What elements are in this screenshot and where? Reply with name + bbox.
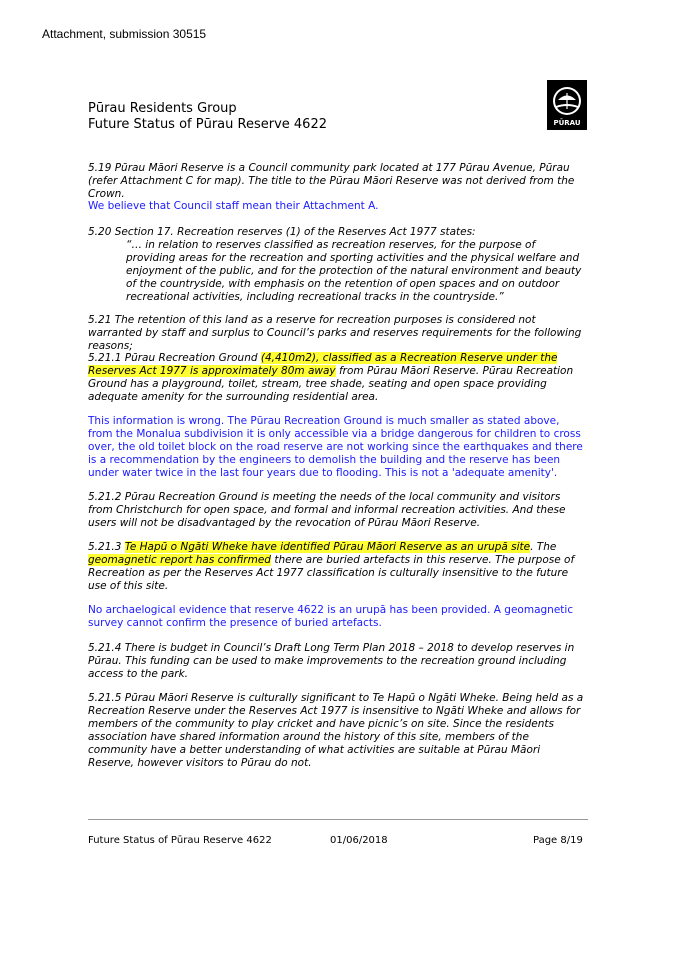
- footer-divider: [88, 819, 588, 820]
- para-5-20: [88, 226, 586, 304]
- footer-page-number: Page 8/19: [533, 835, 583, 846]
- comment-attachment: We believe that Council staff mean their Attachment A.: [88, 200, 379, 212]
- logo-text: PŪRAU: [553, 119, 581, 127]
- document-header: [88, 101, 327, 133]
- para-5-21: 5.21 The retention of this land as a reserve for recreation purposes is considered not warranted by staff and surplus to Council’s parks and reserves requirements for the following reasons;: [88, 314, 582, 352]
- document-title: Future Status of Pūrau Reserve 4622: [88, 117, 327, 132]
- text-run: . The: [530, 541, 557, 553]
- comment-recreation-ground: This information is wrong. The Pūrau Recreation Ground is much smaller as stated above, from the Monalua subdivision it is only accessible via a bridge dangerous for children to cross over, the old toilet block on the road reserve are not working since the earthquakes and there is a recommendation by the engineers to demolish the building and the reserve has been under water twice in the last four years due to flooding. This is not a 'adequate amenity'.: [88, 415, 583, 479]
- para-5-21-1: [88, 352, 586, 404]
- comment-archaeology: No archaelogical evidence that reserve 4622 is an urupā has been provided. A geomagnetic survey cannot confirm the presence of buried artefacts.: [88, 604, 574, 629]
- text-run: 5.21.3: [88, 541, 125, 553]
- attachment-label: Attachment, submission 30515: [42, 27, 207, 41]
- text-run: 5.21.1 Pūrau Recreation Ground: [88, 352, 261, 364]
- reserves-act-quote: “… in relation to reserves classified as recreation reserves, for the purpose of providing areas for the recreation and sporting activities and the physical welfare and enjoyment of the public, and for the protection of the natural environment and beauty of the countryside, with emphasis on the retention of open spaces and on outdoor recreational activities, including recreational tracks in the countryside.”: [126, 239, 582, 303]
- para-5-20-intro: 5.20 Section 17. Recreation reserves (1) of the Reserves Act 1977 states:: [88, 226, 476, 238]
- footer-date: 01/06/2018: [330, 835, 388, 846]
- highlight: geomagnetic report has confirmed: [88, 554, 271, 566]
- text-run: there are buried artefacts in this reserve. The purpose of Recreation as per the Reserves Act 1977 classification is culturally insensitive to the future use of this site.: [88, 554, 575, 592]
- highlight: Te Hapū o Ngāti Wheke have identified Pūrau Māori Reserve as an urupā site: [124, 541, 531, 553]
- para-5-21-4: 5.21.4 There is budget in Council’s Draft Long Term Plan 2018 – 2018 to develop reserves in Pūrau. This funding can be used to make improvements to the recreation ground including access to the park.: [88, 642, 575, 680]
- para-5-21-2: 5.21.2 Pūrau Recreation Ground is meeting the needs of the local community and visitors from Christchurch for open space, and formal and informal recreation activities. And these users will not be disadvantaged by the revocation of Pūrau Māori Reserve.: [88, 491, 566, 529]
- para-5-21-3: [88, 541, 586, 593]
- para-5-21-5: 5.21.5 Pūrau Māori Reserve is culturally significant to Te Hapū o Ngāti Wheke. Being held as a Recreation Reserve under the Reserves Act 1977 is insensitive to Ngāti Wheke and allows for members of the community to play cricket and have picnic’s on site. Since the residents association have shared information around the history of this site, members of the community have a better understanding of what activities are suitable at Pūrau Māori Reserve, however visitors to Pūrau do not.: [88, 692, 584, 769]
- organisation-name: Pūrau Residents Group: [88, 101, 237, 116]
- footer-title: Future Status of Pūrau Reserve 4622: [88, 835, 272, 846]
- para-5-19: 5.19 Pūrau Māori Reserve is a Council community park located at 177 Pūrau Avenue, Pūrau (refer Attachment C for map). The title to the Pūrau Māori Reserve was not derived from the Crown.: [88, 162, 575, 200]
- highlight: (4,410m2), classified as a Recreation Reserve under the Reserves Act 1977 is approximately 80m away: [88, 352, 558, 377]
- purau-logo: [547, 80, 587, 130]
- text-run: from Pūrau Māori Reserve. Pūrau Recreation Ground has a playground, toilet, stream, tree shade, seating and open space providing adequate amenity for the surrounding residential area.: [88, 365, 574, 403]
